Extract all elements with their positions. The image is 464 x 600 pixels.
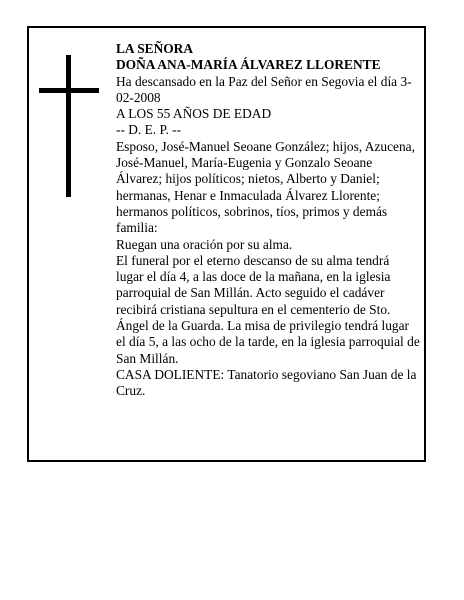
funeral-details: El funeral por el eterno descanso de su alma tendrá lugar el día 4, a las doce de la mañana, en la iglesia parroquial de San Millán. Acto seguido el cadáver recibirá cristiana sepultura en el cementerio de Sto. Ángel de la Guarda. La misa de privilegio tendrá lugar el día 5, a las ocho de la tarde, en la iglesia parroquial de San Millán. [116,252,420,366]
honorific: LA SEÑORA [116,41,194,56]
deceased-name: DOÑA ANA-MARÍA ÁLVAREZ LLORENTE [116,57,381,73]
prayer-request: Ruegan una oración por su alma. [116,236,293,252]
family-list: Esposo, José-Manuel Seoane González; hijos, Azucena, José-Manuel, María-Eugenia y Gonzalo Seoane Álvarez; hijos políticos; nietos, Alberto y Daniel; hermanas, Henar e Inmaculada Álvarez Llorente; hermanos políticos, sobrinos, tíos, primos y demás familia: [116,138,415,236]
obituary-notice [27,26,426,462]
age-line: A LOS 55 AÑOS DE EDAD [116,106,272,122]
death-announcement: Ha descansado en la Paz del Señor en Segovia el día 3-02-2008 [116,73,412,105]
cross-horizontal-bar [39,88,99,93]
cross-icon [39,55,99,197]
cross-vertical-bar [66,55,71,197]
rip-line: -- D. E. P. -- [116,122,182,138]
casa-doliente: CASA DOLIENTE: Tanatorio segoviano San Juan de la Cruz. [116,366,417,399]
notice-text [116,41,420,400]
